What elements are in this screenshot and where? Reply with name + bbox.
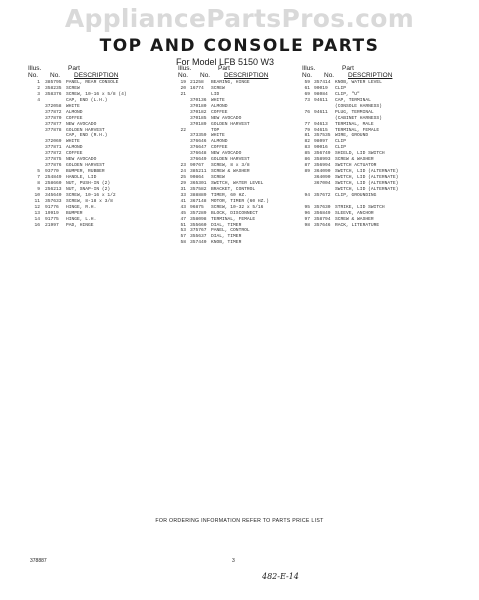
part-number: 376646 [190,139,207,145]
document-number: 378887 [30,558,47,564]
part-description: SCREW, 8-18 x 3/8 [66,198,113,204]
part-description: PANEL, CONTROL [211,228,250,234]
parts-row [178,240,308,246]
header-illus: Illus. [28,65,42,72]
illus-number: 69 [304,91,310,97]
part-description: TIMER, 60 HZ. [211,192,247,198]
part-description: GOLDEN HARVEST [66,127,105,133]
header-part-no: No. [200,71,211,79]
illus-number: 96 [304,210,310,216]
part-number: 385211 [190,169,207,175]
part-description: SWITCH, WATER LEVEL [211,180,264,186]
part-number: 358235 [45,85,62,91]
illus-number: 59 [304,80,310,85]
header-no: No. [302,71,313,79]
parts-column-3 [302,66,452,228]
part-description: BEARING, HINGE [211,80,250,85]
part-description: WHITE [66,139,80,145]
part-description: HINGE, L.H. [66,216,97,222]
part-number: 376648 [190,151,207,157]
illus-number: 86 [304,157,310,163]
model-subtitle: For Model LFB 5150 W3 [176,57,275,67]
part-number: 356994 [314,163,331,169]
illus-number: 97 [304,216,310,222]
part-description: RACK, LITERATURE [335,222,380,228]
part-description: COFFEE [66,115,83,121]
part-description: (CONSOLE HARNESS) [335,103,382,109]
part-number: 94611 [314,97,328,103]
part-number: 90019 [314,85,328,91]
part-number: 91775 [45,216,59,222]
part-number: 21997 [45,222,59,228]
illus-number: 22 [180,127,186,133]
illus-number: 43 [180,204,186,210]
part-number: 91776 [45,204,59,210]
parts-column-2 [178,66,308,246]
part-description: WHITE [211,97,225,103]
illus-number: 33 [180,192,186,198]
illus-number: 85 [304,151,310,157]
illus-number: 81 [304,133,310,139]
part-description: SCREW, 10-16 x 5/8 (4) [66,91,127,97]
part-number: 388889 [190,192,207,198]
part-number: 90864 [190,175,204,180]
part-description: SCREW [66,85,80,91]
part-description: WHITE [66,103,80,109]
part-description: CLIP [335,139,347,145]
part-description: TERMINAL, MALE [335,121,374,127]
parts-row [28,223,168,229]
part-description: SCREW, 10-32 x 5/16 [211,204,264,210]
part-number: 94611 [314,109,328,115]
part-number: 358098 [190,216,207,222]
part-description: SCREW & WASHER [335,216,374,222]
part-number: 355660 [190,222,207,228]
parts-list [178,80,308,246]
header-part: Part [218,65,230,72]
part-description: BRACKET, CONTROL [211,186,256,192]
part-number: 357440 [190,240,207,246]
part-number: 93770 [45,169,59,175]
part-number: 258660 [45,180,62,186]
part-number: 377870 [45,115,62,121]
part-description: PANEL, REAR CONSOLE [66,80,119,85]
part-description: DIAL, TIMER [211,234,242,240]
part-description: COFFEE [211,145,228,151]
part-description: SCREW, 10-16 x 1/2 [66,192,116,198]
part-description: CAP, TERMINAL [335,97,371,103]
part-description: NEW AVOCADO [66,157,97,163]
part-number: 355637 [190,234,207,240]
illus-number: 79 [304,127,310,133]
illus-number: 13 [34,210,40,216]
part-number: 367148 [190,198,207,204]
part-description: GOLDEN HARVEST [211,157,250,163]
part-number: 90016 [314,145,328,151]
part-number: 367004 [314,180,331,186]
illus-number: 58 [180,240,186,246]
part-description: MOTOR, TIMER (60 HZ.) [211,198,269,204]
part-number: 356749 [314,151,331,157]
part-description: HANDLE, LID [66,175,97,180]
part-number: 96875 [190,204,204,210]
part-number: 358993 [314,157,331,163]
part-description: SWITCH, LID (ALTERNATE) [335,180,399,186]
part-number: 94615 [314,127,328,133]
part-number: 16774 [190,85,204,91]
part-number: 385795 [45,80,62,85]
part-number: 370189 [190,121,207,127]
illus-number: 82 [304,139,310,145]
header-part-no: No. [50,71,61,79]
part-number: 376647 [190,145,207,151]
part-number: 357646 [314,222,331,228]
part-description: STRIKE, LID SWITCH [335,204,385,210]
part-number: 370182 [190,109,207,115]
part-number: 377876 [45,163,62,169]
illus-number: 11 [34,198,40,204]
illus-number: 16 [34,222,40,228]
part-description: DIAL, TIMER [211,222,242,228]
column-header [28,66,168,80]
part-number: 377872 [45,109,62,115]
part-description: HINGE, R.H. [66,204,97,210]
part-number: 376649 [190,157,207,163]
part-description: SCREW & WASHER [335,157,374,163]
part-number: 357582 [190,186,207,192]
header-description: DESCRIPTION [348,71,393,79]
part-number: 94613 [314,121,328,127]
part-description: CAP, END (L.H.) [66,97,108,103]
page-title: TOP AND CONSOLE PARTS [99,36,380,56]
part-description: SCREW [211,85,225,91]
part-description: PAD, HINGE [66,222,94,228]
illus-number: 7 [37,175,40,180]
illus-number: 83 [304,145,310,151]
part-number: 365301 [190,180,207,186]
part-number: 377872 [45,151,62,157]
part-description: SWITCH ACTUATOR [335,163,377,169]
illus-number: 5 [37,169,40,175]
page-number: 3 [232,558,235,564]
illus-number: 47 [180,216,186,222]
illus-number: 23 [180,163,186,169]
part-description: GOLDEN HARVEST [66,163,105,169]
illus-number: 89 [304,169,310,175]
illus-number: 4 [37,97,40,103]
part-number: 21258 [190,80,204,85]
illus-number: 31 [180,186,186,192]
illus-number: 2 [37,85,40,91]
part-number: 356849 [314,210,331,216]
part-description: WHITE [211,133,225,139]
illus-number: 1 [37,80,40,85]
part-description: BUMPER [66,210,83,216]
illus-number: 98 [304,222,310,228]
part-number: 256213 [45,186,62,192]
part-description: SWITCH, LID (ALTERNATE) [335,186,399,192]
part-number: 98084 [314,91,328,97]
part-number: 364090 [314,169,331,175]
parts-column-1 [28,66,168,228]
illus-number: 57 [180,234,186,240]
part-description: NUT, SNAP-IN (2) [66,186,111,192]
part-number: 370136 [190,97,207,103]
part-number: 377878 [45,127,62,133]
part-description: BUMPER, RUBBER [66,169,105,175]
part-description: KNOB, TIMER [211,240,242,246]
column-header [178,66,308,80]
part-description: SLEEVE, ANCHOR [335,210,374,216]
illus-number: 19 [180,80,186,85]
part-description: ALMOND [211,103,228,109]
illus-number: 95 [304,204,310,210]
part-number: 90767 [190,163,204,169]
part-description: SCREW & WASHER [211,169,250,175]
header-part-no: No. [324,71,335,79]
part-number: 370185 [190,115,207,121]
header-no: No. [178,71,189,79]
part-number: 357672 [314,192,331,198]
part-number: 377871 [45,145,62,151]
illus-number: 24 [180,169,186,175]
part-description: CLIP [335,85,347,91]
illus-number: 94 [304,192,310,198]
part-number: 377877 [45,121,62,127]
ordering-note: FOR ORDERING INFORMATION REFER TO PARTS PRICE LIST [155,518,324,524]
part-number: 357414 [314,80,331,85]
illus-number: 9 [37,186,40,192]
illus-number: 21 [180,91,186,97]
header-no: No. [28,71,39,79]
part-number: 377875 [45,157,62,163]
part-number: 345640 [45,192,62,198]
part-description: CLIP, GROUNDING [335,192,377,198]
part-description: TERMINAL, FEMALE [211,216,256,222]
part-number: 364090 [314,175,331,180]
part-number: 375767 [190,228,207,234]
part-description: WIRE, GROUND [335,133,369,139]
illus-number: 29 [180,180,186,186]
illus-number: 53 [180,228,186,234]
illus-number: 10 [34,192,40,198]
part-number: 370180 [190,103,207,109]
part-description: NEW AVOCADO [66,121,97,127]
illus-number: 25 [180,175,186,180]
illus-number: 76 [304,109,310,115]
part-number: 358376 [45,91,62,97]
illus-number: 61 [304,85,310,91]
part-number: 373359 [190,133,207,139]
part-description: NUT, PUSH-IN (2) [66,180,111,186]
header-part: Part [342,65,354,72]
header-description: DESCRIPTION [74,71,119,79]
part-number: 98097 [314,139,328,145]
part-number: 357630 [314,204,331,210]
part-description: ALMOND [66,109,83,115]
part-description: PLUG, TERMINAL [335,109,374,115]
illus-number: 20 [180,85,186,91]
watermark: AppliancePartsPros.com [64,4,415,33]
part-description: BLOCK, DISCONNECT [211,210,258,216]
header-part: Part [68,65,80,72]
parts-list [302,80,452,228]
part-description: NEW AVOCADO [211,115,242,121]
illus-number: 87 [304,163,310,169]
part-number: 19919 [45,210,59,216]
illus-number: 77 [304,121,310,127]
part-description: LID [211,91,220,97]
illus-number: 45 [180,210,186,216]
part-description: CAP, END (R.H.) [66,133,108,139]
part-number: 254849 [45,175,62,180]
part-description: COFFEE [66,151,83,157]
column-header [302,66,452,80]
part-number: 372069 [45,139,62,145]
illus-number: 12 [34,204,40,210]
illus-number: 14 [34,216,40,222]
part-description: (CABINET HARNESS) [335,115,382,121]
part-description: CLIP [335,145,347,151]
part-description: SHIELD, LID SWITCH [335,151,385,157]
part-description: SCREW [211,175,225,180]
header-illus: Illus. [302,65,316,72]
illus-number: 51 [180,222,186,228]
part-description: ALMOND [211,139,228,145]
handwritten-note: 482-E-14 [262,572,299,581]
part-description: TERMINAL, FEMALE [335,127,380,133]
parts-row [302,223,452,229]
part-number: 357633 [45,198,62,204]
header-illus: Illus. [178,65,192,72]
part-description: ALMOND [66,145,83,151]
part-description: GOLDEN HARVEST [211,121,250,127]
part-description: TOP [211,127,220,133]
part-description: SCREW, 8 x 3/8 [211,163,250,169]
part-description: NEW AVOCADO [211,151,242,157]
part-description: SWITCH, LID (ALTERNATE) [335,169,399,175]
part-description: SWITCH, LID (ALTERNATE) [335,175,399,180]
part-description: CLIP, "U" [335,91,360,97]
illus-number: 41 [180,198,186,204]
part-number: 372058 [45,103,62,109]
header-description: DESCRIPTION [224,71,269,79]
parts-list [28,80,168,228]
part-description: COFFEE [211,109,228,115]
illus-number: 3 [37,91,40,97]
part-number: 357535 [314,133,331,139]
part-number: 358794 [314,216,331,222]
illus-number: 8 [37,180,40,186]
illus-number: 73 [304,97,310,103]
part-description: KNOB, WATER LEVEL [335,80,382,85]
part-number: 357289 [190,210,207,216]
